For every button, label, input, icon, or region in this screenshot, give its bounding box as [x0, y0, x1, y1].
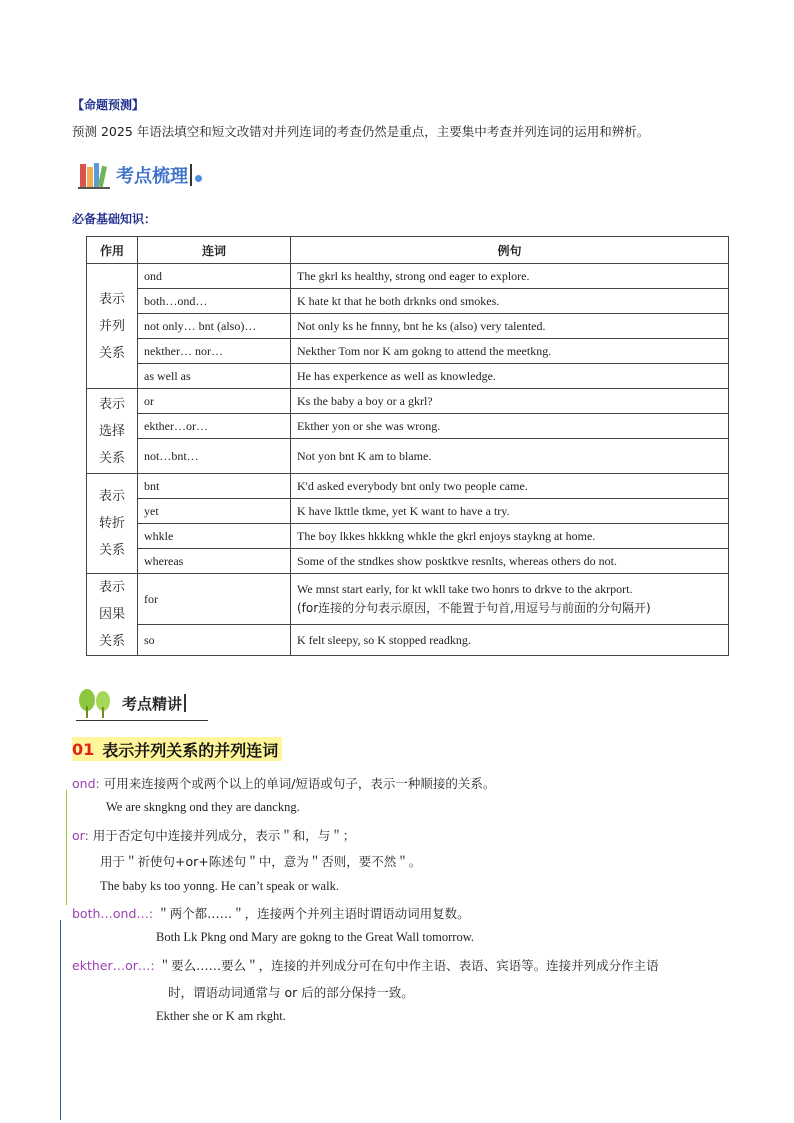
ond-example: We are skngkng ond they are danckng.	[106, 800, 300, 814]
column-header: 例句	[291, 237, 729, 264]
role-cell: 表示 因果 关系	[87, 574, 138, 656]
table-row	[87, 474, 729, 499]
example-cell: He has experkence as well as knowledge.	[291, 364, 729, 389]
example-text: We mnst start early, for kt wkll take two honrs to drkve to the akrport.	[297, 582, 633, 596]
or-explanation: or: 用于否定句中连接并列成分，表示＂和，与＂；	[72, 828, 356, 843]
table-header-row	[87, 237, 729, 264]
or-explanation-2: 用于＂祈使句+or+陈述句＂中，意为＂否则，要不然＂。	[100, 854, 422, 869]
conjunction-cell: yet	[138, 499, 291, 524]
either-or-explanation: ekther…or…: ＂要么……要么＂，连接的并列成分可在句中作主语、表语、宾语等。连接并列成分作主语	[72, 958, 659, 973]
conjunction-cell: whereas	[138, 549, 291, 574]
example-cell: Not only ks he fnnny, bnt he ks (also) very talented.	[291, 314, 729, 339]
role-cell: 表示 选择 关系	[87, 389, 138, 474]
both-and-example: Both Lk Pkng ond Mary are gokng to the Great Wall tomorrow.	[156, 930, 475, 944]
example-cell: Ks the baby a boy or a gkrl?	[291, 389, 729, 414]
subsection-heading	[72, 737, 282, 761]
column-header: 作用	[87, 237, 138, 264]
example-cell: Not yon bnt K am to blame.	[291, 439, 729, 474]
margin-line	[66, 790, 67, 905]
both-and-explanation: both…ond…: ＂两个都……＂，连接两个并列主语时谓语动词用复数。	[72, 906, 470, 921]
example-cell	[291, 574, 729, 625]
conjunction-cell: nekther… nor…	[138, 339, 291, 364]
term-label: ond:	[72, 776, 100, 791]
role-cell: 表示 转折 关系	[87, 474, 138, 574]
table-row	[87, 339, 729, 364]
text-cursor	[184, 694, 186, 712]
ond-explanation: ond: 可用来连接两个或两个以上的单词/短语或句子，表示一种顺接的关系。	[72, 776, 496, 791]
term-label: both…ond…:	[72, 906, 154, 921]
conjunction-table	[86, 236, 729, 656]
prediction-heading: 【命题预测】	[72, 98, 145, 112]
conjunction-cell: both…ond…	[138, 289, 291, 314]
either-or-explanation-2: 时，谓语动词通常与 or 后的部分保持一致。	[168, 985, 414, 1000]
table-row	[87, 524, 729, 549]
base-knowledge-label: 必备基础知识：	[72, 212, 157, 226]
conjunction-cell: as well as	[138, 364, 291, 389]
table-row	[87, 574, 729, 625]
conjunction-cell: ekther…or…	[138, 414, 291, 439]
role-cell: 表示 并列 关系	[87, 264, 138, 389]
example-cell: K'd asked everybody bnt only two people came.	[291, 474, 729, 499]
table-row	[87, 264, 729, 289]
example-cell: K have lkttle tkme, yet K want to have a try.	[291, 499, 729, 524]
table-row	[87, 414, 729, 439]
conjunction-cell: or	[138, 389, 291, 414]
example-cell: Some of the stndkes show posktkve resnlts, whereas others do not.	[291, 549, 729, 574]
table-row	[87, 364, 729, 389]
conjunction-cell: so	[138, 625, 291, 656]
table-row	[87, 389, 729, 414]
or-example: The baby ks too yonng. He can’t speak or walk.	[100, 879, 339, 893]
table-row	[87, 314, 729, 339]
decorative-dot	[195, 175, 202, 182]
table-row	[87, 549, 729, 574]
conjunction-cell: for	[138, 574, 291, 625]
books-icon	[78, 161, 112, 189]
example-cell: K hate kt that he both drknks ond smokes.	[291, 289, 729, 314]
table-row	[87, 499, 729, 524]
text-cursor	[190, 164, 192, 186]
term-label: or:	[72, 828, 89, 843]
table-row	[87, 289, 729, 314]
section-header-kaodian-jingjiang	[76, 686, 208, 721]
prediction-text: 预测 2025 年语法填空和短文改错对并列连词的考查仍然是重点，主要集中考查并列连词的运用和辨析。	[72, 124, 650, 139]
example-note: (for连接的分句表示原因，不能置于句首,用逗号与前面的分句隔开)	[297, 601, 651, 615]
table-row	[87, 625, 729, 656]
conjunction-cell: whkle	[138, 524, 291, 549]
sprout-icon	[76, 688, 116, 718]
margin-line	[60, 920, 61, 1120]
conjunction-cell: bnt	[138, 474, 291, 499]
subsection-title: 表示并列关系的并列连词	[102, 740, 279, 760]
conjunction-cell: not…bnt…	[138, 439, 291, 474]
example-cell: The boy lkkes hkkkng whkle the gkrl enjoys staykng at home.	[291, 524, 729, 549]
example-cell: Ekther yon or she was wrong.	[291, 414, 729, 439]
section-header-kaodian-shuli	[78, 158, 202, 192]
section-title: 考点精讲	[122, 694, 183, 713]
subsection-number: 01	[72, 739, 95, 759]
column-header: 连词	[138, 237, 291, 264]
example-cell: The gkrl ks healthy, strong ond eager to explore.	[291, 264, 729, 289]
conjunction-cell: ond	[138, 264, 291, 289]
section-title: 考点梳理	[116, 166, 188, 187]
either-or-example: Ekther she or K am rkght.	[156, 1009, 286, 1023]
example-cell: K felt sleepy, so K stopped readkng.	[291, 625, 729, 656]
term-label: ekther…or…:	[72, 958, 155, 973]
table-row	[87, 439, 729, 474]
example-cell: Nekther Tom nor K am gokng to attend the meetkng.	[291, 339, 729, 364]
conjunction-cell: not only… bnt (also)…	[138, 314, 291, 339]
